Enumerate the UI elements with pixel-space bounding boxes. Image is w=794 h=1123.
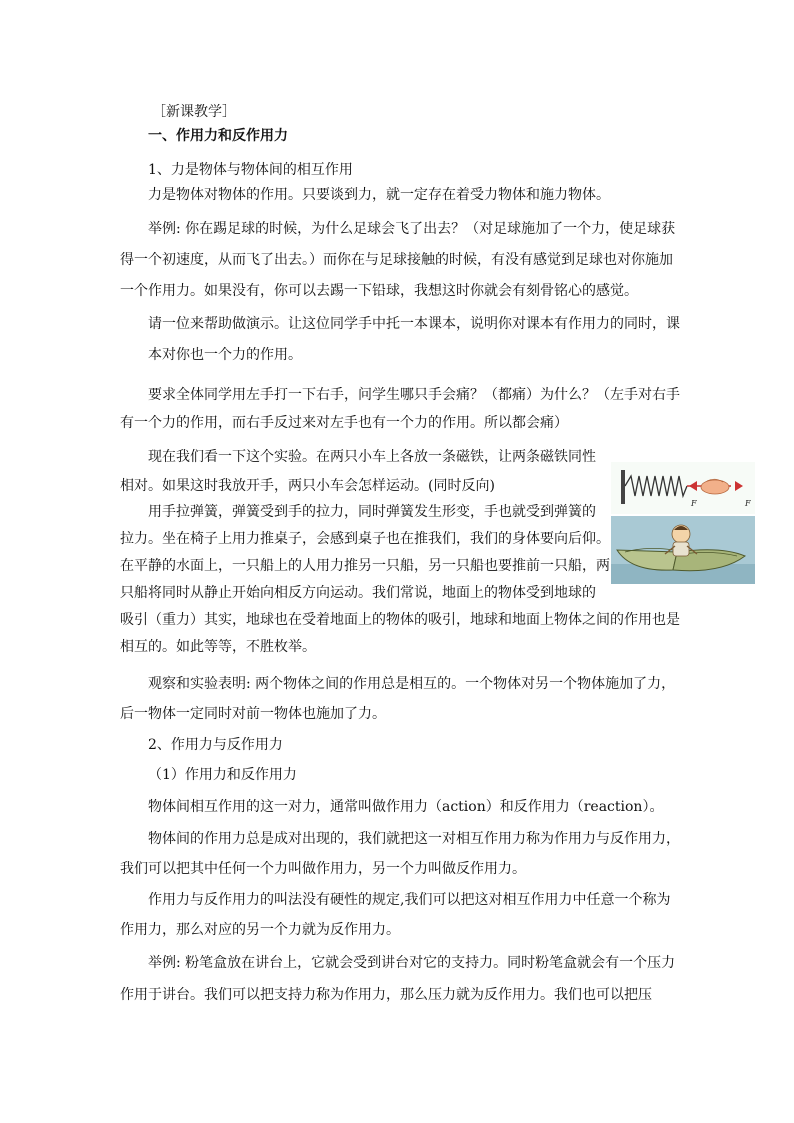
paragraph-line: 一个作用力。如果没有，你可以去踢一下铅球，我想这时你就会有刻骨铭心的感觉。 <box>120 283 638 299</box>
paragraph-line: 相互的。如此等等，不胜枚举。 <box>120 639 316 655</box>
boat-figure <box>611 516 755 584</box>
paragraph-line: 作用力，那么对应的另一个力就为反作用力。 <box>120 922 400 938</box>
paragraph-line: 举例: 粉笔盒放在讲台上，它就会受到讲台对它的支持力。同时粉笔盒就会有一个压力 <box>148 955 676 971</box>
paragraph-line: 用手拉弹簧，弹簧受到手的拉力，同时弹簧发生形变，手也就受到弹簧的 <box>148 504 596 520</box>
subheading-1: 1、力是物体与物体间的相互作用 <box>148 162 353 178</box>
paragraph-line: 物体间的作用力总是成对出现的，我们就把这一对相互作用力称为作用力与反作用力， <box>148 831 680 847</box>
paragraph-line: 力是物体对物体的作用。只要谈到力，就一定存在着受力物体和施力物体。 <box>148 187 610 203</box>
paragraph-line: 举例: 你在踢足球的时候，为什么足球会飞了出去？（对足球施加了一个力，使足球获 <box>148 221 676 237</box>
subheading-2: 2、作用力与反作用力 <box>148 737 283 753</box>
paragraph-line: 我们可以把其中任何一个力叫做作用力，另一个力叫做反作用力。 <box>120 861 526 877</box>
force-label-right: F <box>745 499 751 508</box>
paragraph-line: 相对。如果这时我放开手，两只小车会怎样运动。(同时反向) <box>120 478 495 494</box>
paragraph-line: 要求全体同学用左手打一下右手，问学生哪只手会痛？（都痛）为什么？（左手对右手 <box>148 387 680 403</box>
paragraph-line: 吸引（重力）其实，地球也在受着地面上的物体的吸引，地球和地面上物体之间的作用也是 <box>120 612 680 628</box>
subheading-2-1: （1）作用力和反作用力 <box>148 767 297 783</box>
paragraph-line: 有一个力的作用，而右手反过来对左手也有一个力的作用。所以都会痛） <box>120 415 568 431</box>
paragraph-line: 拉力。坐在椅子上用力推桌子，会感到桌子也在推我们，我们的身体要向后仰。 <box>120 531 610 547</box>
section-heading: 一、作用力和反作用力 <box>148 128 288 144</box>
paragraph-line: 作用于讲台。我们可以把支持力称为作用力，那么压力就为反作用力。我们也可以把压 <box>120 987 652 1003</box>
paragraph-line: 只船将同时从静止开始向相反方向运动。我们常说，地面上的物体受到地球的 <box>120 585 596 601</box>
paragraph-line: 得一个初速度，从而飞了出去。）而你在与足球接触的时候，有没有感觉到足球也对你施加 <box>120 252 673 268</box>
paragraph-line: 观察和实验表明: 两个物体之间的作用总是相互的。一个物体对另一个物体施加了力， <box>148 676 676 692</box>
paragraph-line: 物体间相互作用的这一对力，通常叫做作用力（action）和反作用力（reaction）。 <box>148 799 664 815</box>
spring-figure <box>611 462 755 514</box>
force-label-left: F <box>691 499 697 508</box>
paragraph-line: 现在我们看一下这个实验。在两只小车上各放一条磁铁，让两条磁铁同性 <box>148 449 596 465</box>
paragraph-line: 本对你也一个力的作用。 <box>148 347 302 363</box>
paragraph-line: 请一位来帮助做演示。让这位同学手中托一本课本，说明你对课本有作用力的同时，课 <box>148 316 680 332</box>
paragraph-line: 后一物体一定同时对前一物体也施加了力。 <box>120 706 386 722</box>
paragraph-line: 作用力与反作用力的叫法没有硬性的规定,我们可以把这对相互作用力中任意一个称为 <box>148 892 671 908</box>
section-label: ［新课教学］ <box>152 104 236 120</box>
paragraph-line: 在平静的水面上，一只船上的人用力推另一只船，另一只船也要推前一只船，两 <box>120 558 610 574</box>
